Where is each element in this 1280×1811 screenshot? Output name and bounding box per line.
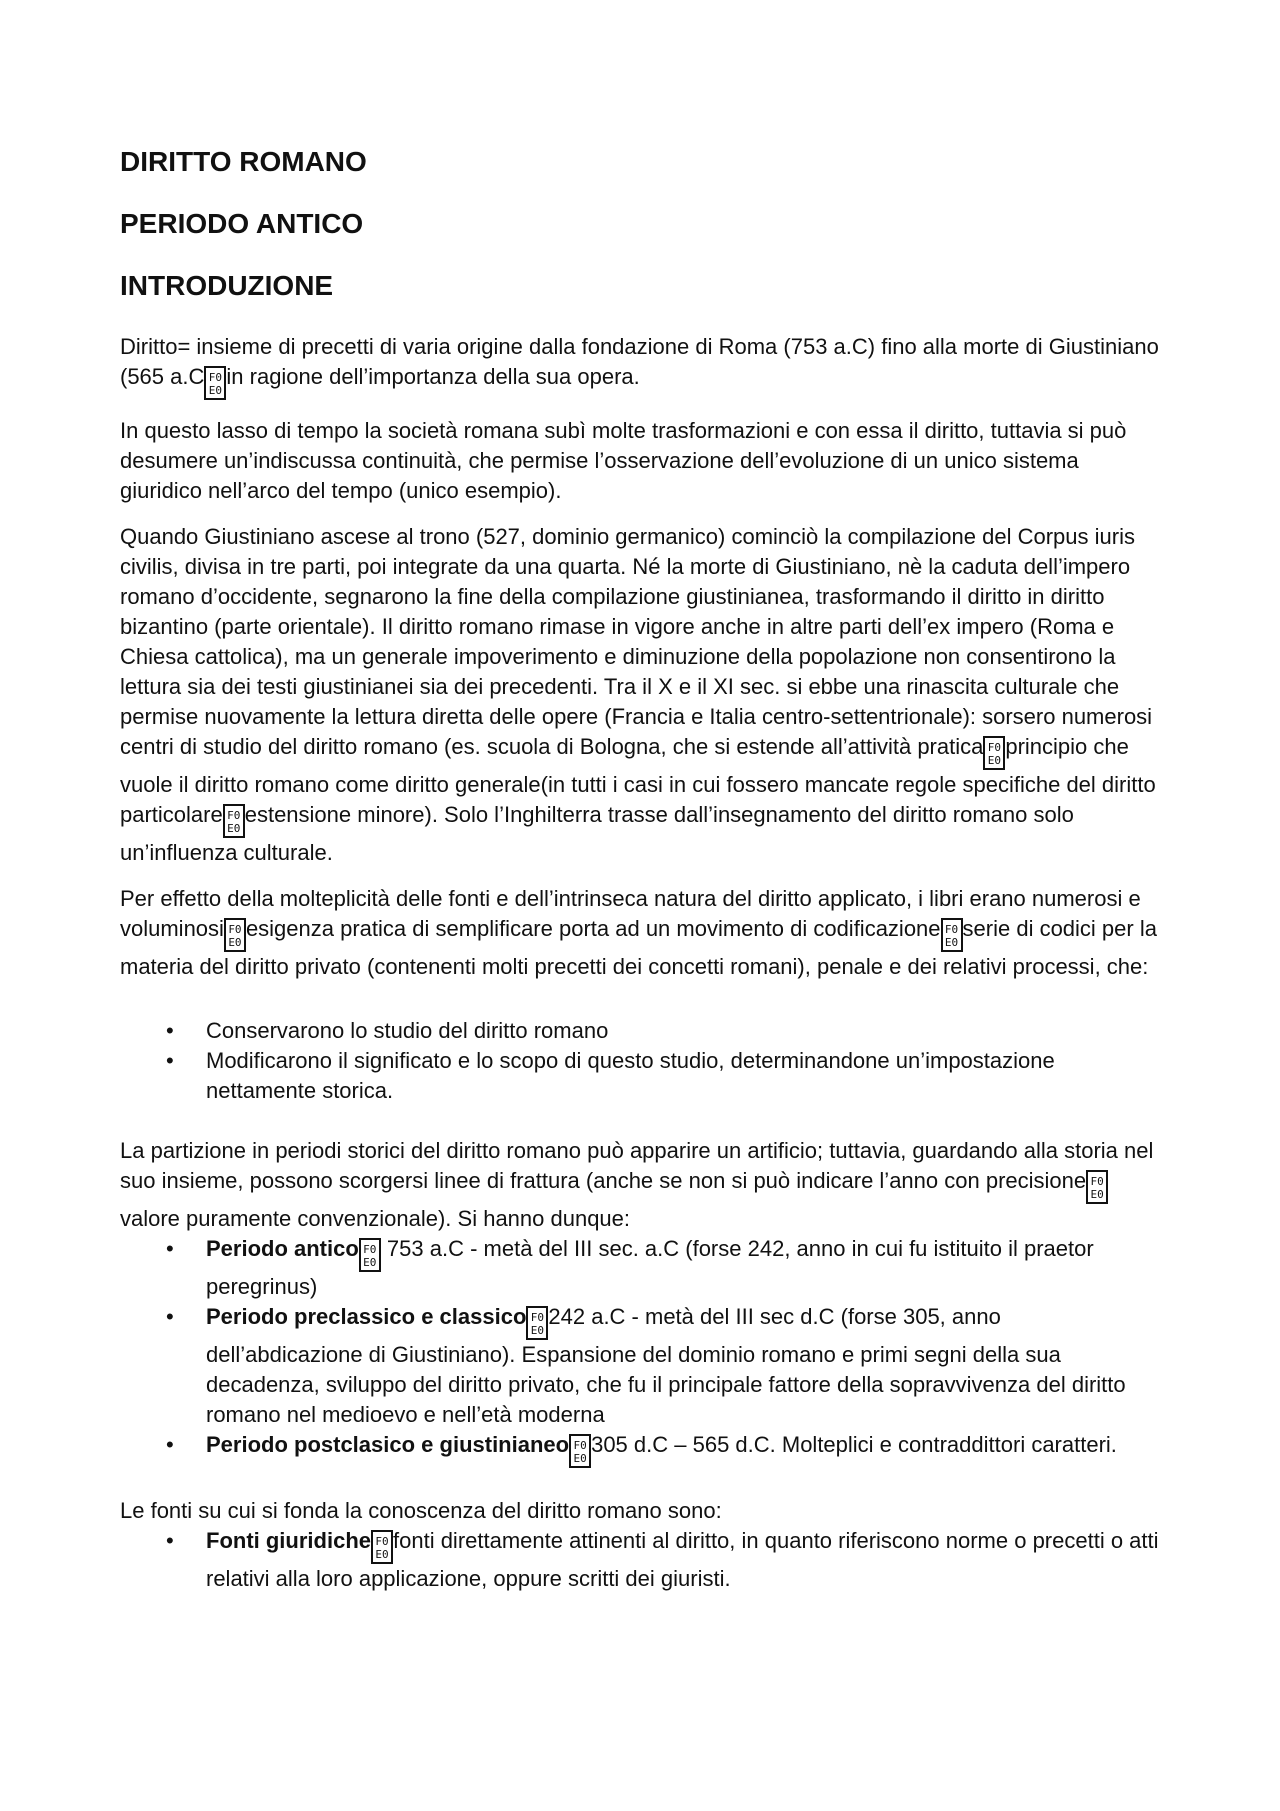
section-title: PERIODO ANTICO	[120, 208, 364, 239]
text-run: serie di codici per la materia del diritto privato (contenenti molti precetti dei concetti romani), penale e dei relativi processi, che:	[120, 916, 1157, 979]
text-run: estensione minore). Solo l’Inghilterra trasse dall’insegnamento del diritto romano solo un’influenza culturale.	[120, 802, 1074, 865]
missing-glyph-icon: F0 E0	[223, 804, 245, 838]
bullet-icon: •	[166, 1236, 174, 1261]
list-item-period-antico: • Periodo antico F0 E0 753 a.C - metà del III sec. a.C (forse 242, anno in cui fu istituito il praetor peregrinus)	[166, 1236, 1094, 1299]
missing-glyph-icon: F0 E0	[359, 1238, 381, 1272]
text-run: Quando Giustiniano ascese al trono (527, dominio germanico) cominciò la compilazione del Corpus iuris civilis, divisa in tre parti, poi integrate da una quarta. Né la morte di Giustiniano, nè la caduta dell’impero romano d’occidente, segnarono la fine della compilazione giustinianea, trasformando il diritto in diritto bizantino (parte orientale). Il diritto romano rimase in vigore anche in altre parti dell’ex impero (Roma e Chiesa cattolica), ma un generale impoverimento e diminuzione della popolazione non consentirono la lettura sia dei testi giustinianei sia dei precedenti. Tra il X e il XI sec. si ebbe una rinascita culturale che permise nuovamente la lettura diretta delle opere (Francia e Italia centro-settentrionale): sorsero numerosi centri di studio del diritto romano (es. scuola di Bologna, che si estende all’attività pratica	[120, 524, 1153, 759]
list-item: • Modificarono il significato e lo scopo di questo studio, determinandone un’impostazione nettamente storica.	[166, 1048, 1055, 1103]
missing-glyph-icon: F0 E0	[569, 1434, 591, 1468]
doc-title: DIRITTO ROMANO	[120, 146, 367, 177]
periods-list	[120, 1234, 1160, 1468]
paragraph-continuity: In questo lasso di tempo la società romana subì molte trasformazioni e con essa il diritto, tuttavia si può desumere un’indiscussa continuità, che permise l’osservazione dell’evoluzione di un unico sistema giuridico nell’arco del tempo (unico esempio).	[120, 418, 1127, 503]
period-name: Periodo preclassico e classico	[206, 1304, 527, 1329]
paragraph-history	[120, 522, 1160, 868]
text-run: Per effetto della molteplicità delle fonti e dell’intrinseca natura del diritto applicato, i libri erano numerosi e voluminosi	[120, 886, 1141, 941]
missing-glyph-icon: F0 E0	[204, 366, 226, 400]
missing-glyph-icon: F0 E0	[941, 918, 963, 952]
period-name: Periodo postclasico e giustinianeo	[206, 1432, 570, 1457]
missing-glyph-icon: F0 E0	[983, 736, 1005, 770]
missing-glyph-icon: F0 E0	[1086, 1170, 1108, 1204]
missing-glyph-icon: F0 E0	[526, 1306, 548, 1340]
paragraph-periods-intro	[120, 1136, 1160, 1234]
bullet-icon: •	[166, 1304, 174, 1329]
text-run: La partizione in periodi storici del diritto romano può apparire un artificio; tuttavia, guardando alla storia nel suo insieme, possono scorgersi linee di frattura (anche se non si può indicare l’anno con precisione	[120, 1138, 1154, 1193]
bullet-icon: •	[166, 1528, 174, 1553]
text-run: Diritto= insieme di precetti di varia origine dalla fondazione di Roma (753 a.C) fino alla morte di Giustiniano (565 a.C	[120, 334, 1159, 389]
sources-list	[120, 1526, 1160, 1594]
bullet-icon: •	[166, 1048, 174, 1073]
text-run: valore puramente convenzionale). Si hanno dunque:	[120, 1206, 631, 1231]
paragraph-sources-intro: Le fonti su cui si fonda la conoscenza del diritto romano sono:	[120, 1498, 722, 1523]
source-name: Fonti giuridiche	[206, 1528, 371, 1553]
text-run: principio che vuole il diritto romano come diritto generale(in tutti i casi in cui fossero mancate regole specifiche del diritto particolare	[120, 734, 1156, 827]
codification-effects-list	[120, 1016, 1160, 1106]
bullet-icon: •	[166, 1432, 174, 1457]
bullet-icon: •	[166, 1018, 174, 1043]
missing-glyph-icon: F0 E0	[371, 1530, 393, 1564]
text-run: in ragione dell’importanza della sua opera.	[226, 364, 640, 389]
paragraph-definition	[120, 332, 1160, 400]
missing-glyph-icon: F0 E0	[224, 918, 246, 952]
list-item-period-postclassico: • Periodo postclasico e giustinianeo F0 E0305 d.C – 565 d.C. Molteplici e contraddittori caratteri.	[206, 1430, 1160, 1468]
period-name: Periodo antico	[206, 1236, 359, 1261]
text-run: esigenza pratica di semplificare porta ad un movimento di codificazione	[245, 916, 941, 941]
list-item: • Conservarono lo studio del diritto romano	[206, 1016, 1160, 1046]
list-item-period-classico: • Periodo preclassico e classico F0 E0242 a.C - metà del III sec d.C (forse 305, anno dell’abdicazione di Giustiniano). Espansione del dominio romano e primi segni della sua decadenza, sviluppo del diritto privato, che fu il principale fattore della sopravvivenza del diritto romano nel medioevo e nell’età moderna	[166, 1304, 1126, 1427]
list-item-source: • Fonti giuridiche F0 E0fonti direttamente attinenti al diritto, in quanto riferiscono norme o precetti o atti relativi alla loro applicazione, oppure scritti dei giuristi.	[166, 1528, 1159, 1591]
subsection-title: INTRODUZIONE	[120, 270, 334, 301]
paragraph-codification	[120, 884, 1160, 982]
